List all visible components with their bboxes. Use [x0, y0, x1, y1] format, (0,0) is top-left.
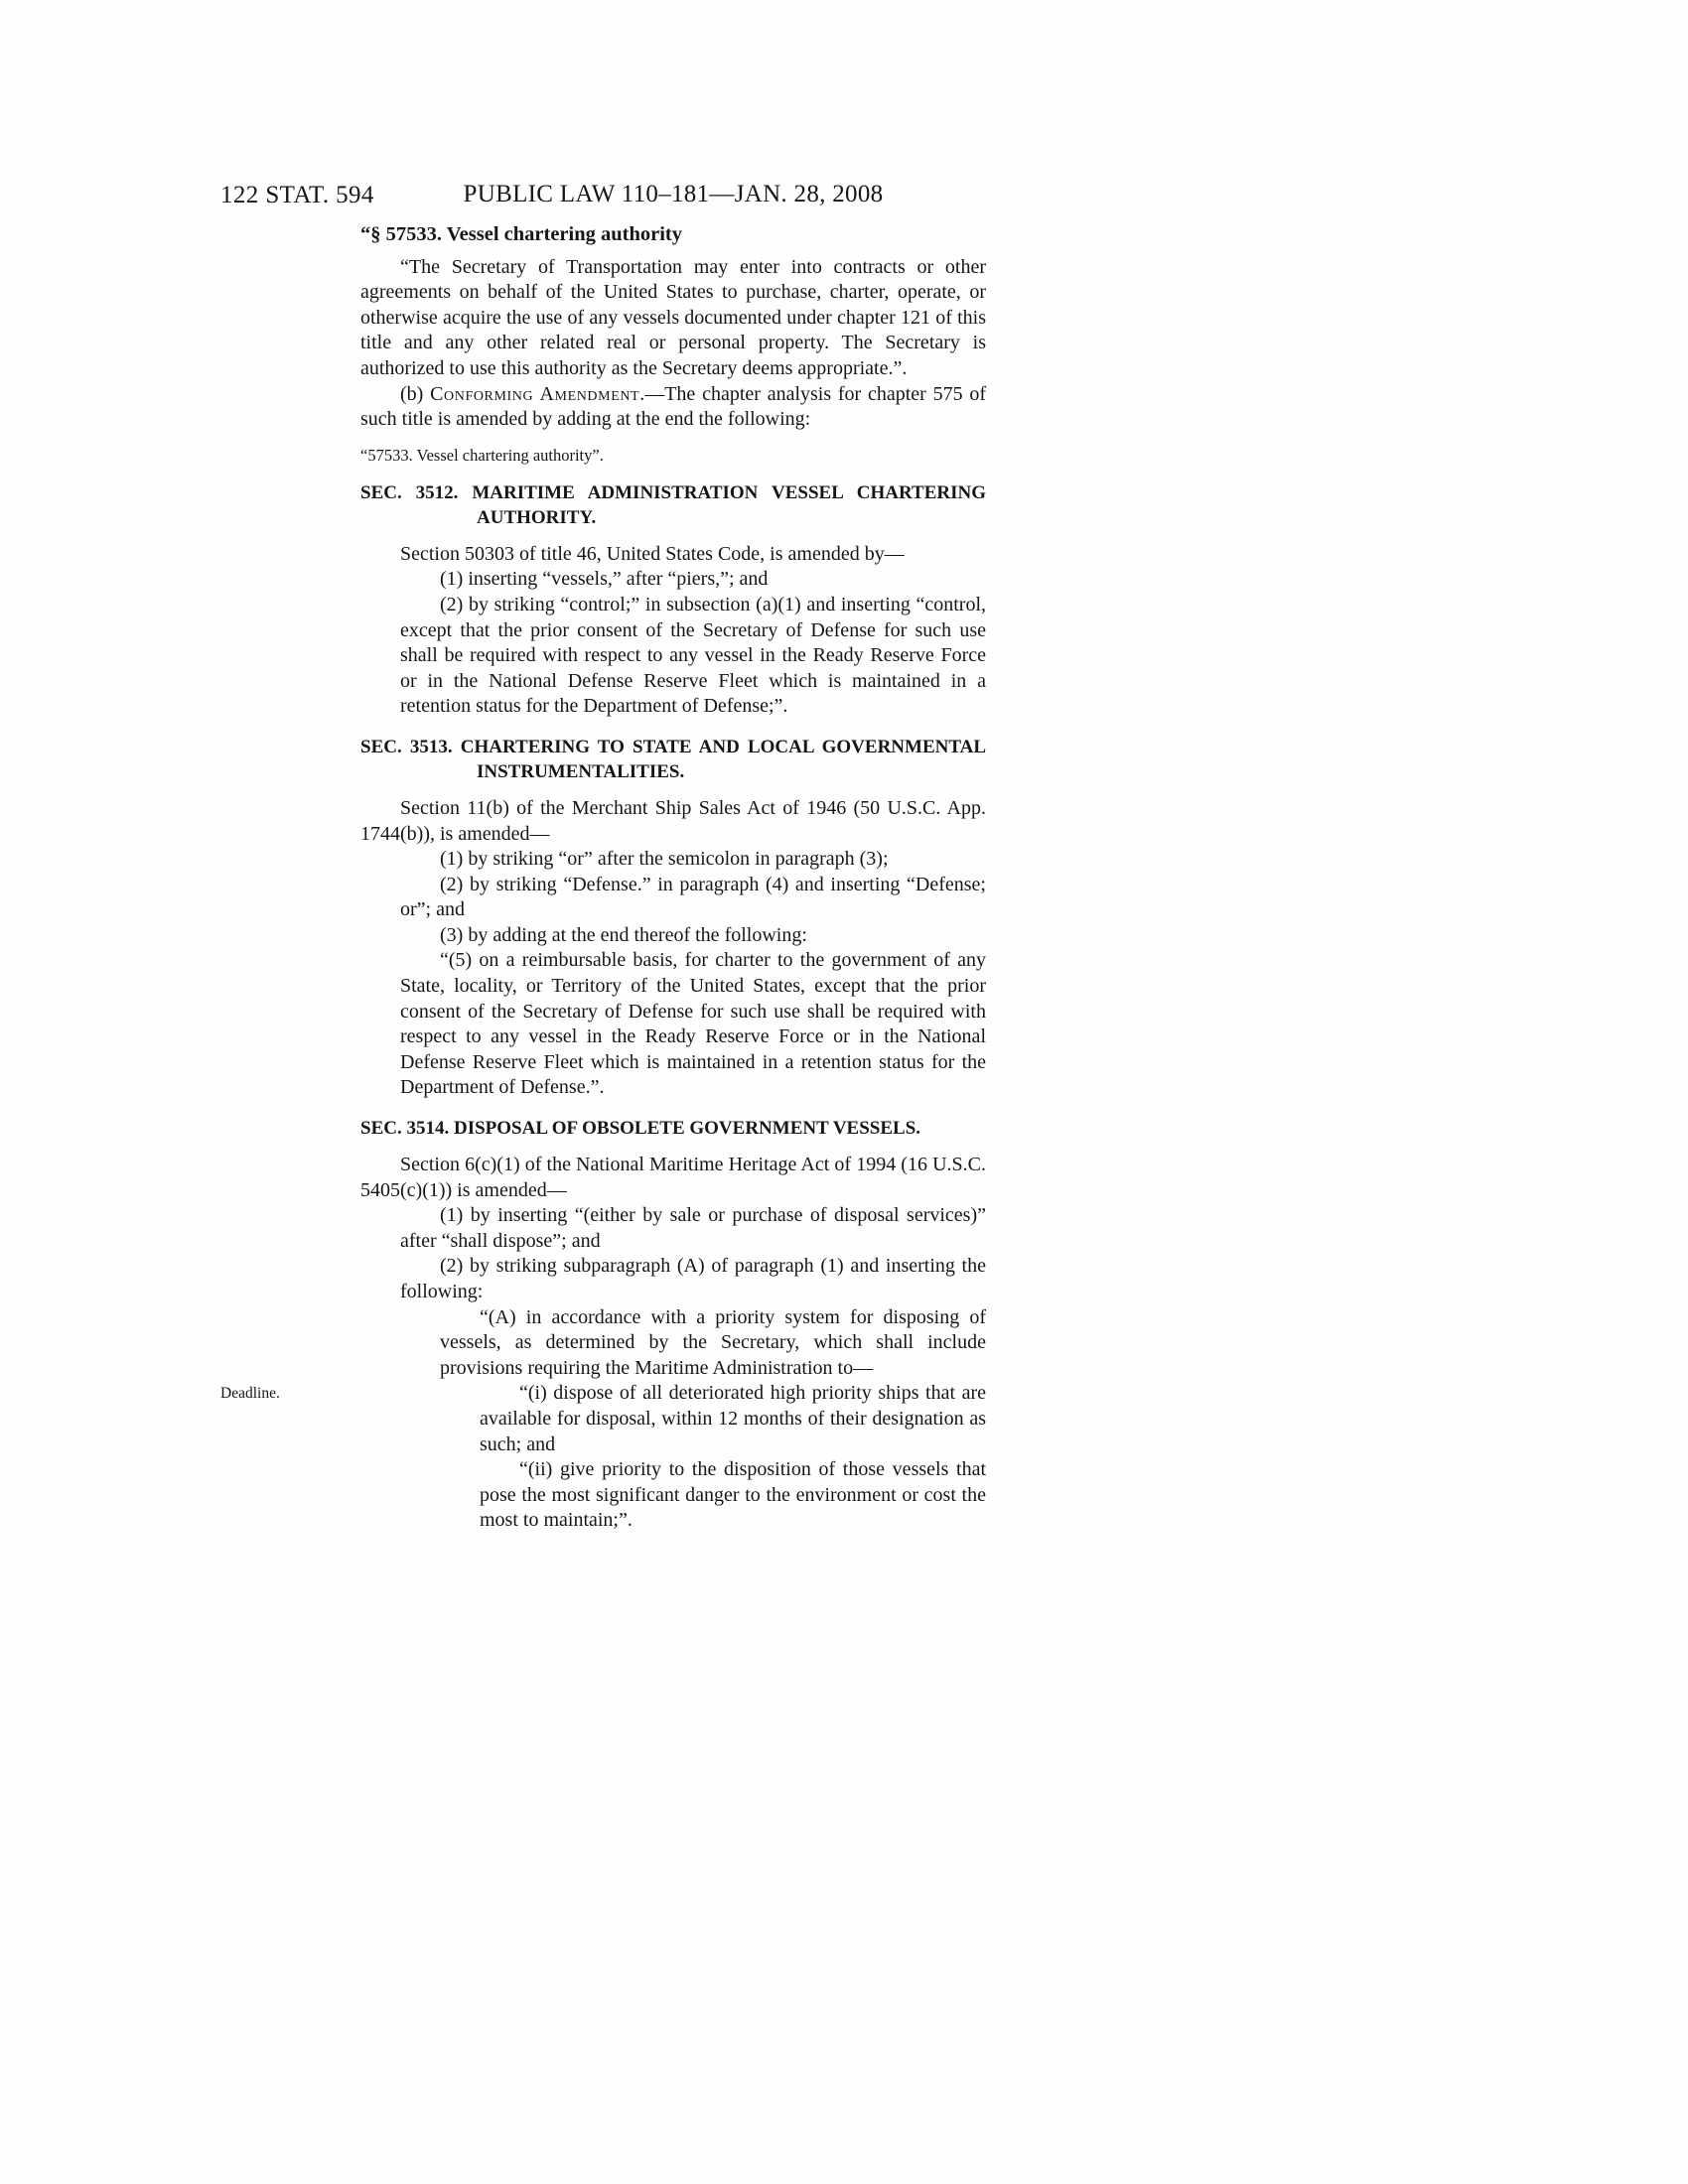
- paragraph-sec3513-intro: Section 11(b) of the Merchant Ship Sales Act of 1946 (50 U.S.C. App. 1744(b)), is amended—: [360, 796, 986, 845]
- section-number: SEC. 3513.: [360, 736, 453, 757]
- running-head-page-number: 122 STAT. 594: [220, 182, 374, 208]
- numbered-clause: (1) by striking “or” after the semicolon in paragraph (3);: [440, 848, 889, 871]
- running-head-law-title: PUBLIC LAW 110–181—JAN. 28, 2008: [463, 181, 884, 207]
- subsection-label: (b): [400, 382, 431, 405]
- section-title: CHARTERING TO STATE AND LOCAL GOVERNMENTAL INSTRUMENTALITIES.: [460, 736, 987, 782]
- paragraph-sec3512-intro: Section 50303 of title 46, United States Code, is amended by—: [400, 542, 905, 565]
- paragraph-subsection-b: [360, 382, 986, 433]
- subsection-b-text: .—The chapter analysis for chapter 575 of such title is amended by adding at the end the following:: [360, 382, 987, 431]
- numbered-clause: (1) inserting “vessels,” after “piers,”; and: [440, 568, 769, 591]
- section-heading-3513: [360, 735, 986, 784]
- numbered-clause: (2) by striking subparagraph (A) of paragraph (1) and inserting the following:: [400, 1255, 986, 1302]
- clause-text: “(i) dispose of all deteriorated high priority ships that are available for disposal, within 12 months of their designation as such; and: [480, 1382, 986, 1455]
- margin-note-deadline: Deadline.: [220, 1385, 280, 1403]
- quoted-clause-i: [220, 1381, 986, 1457]
- quoted-paragraph-5: “(5) on a reimbursable basis, for charter to the government of any State, locality, or Territory of the United States, except that the prior consent of the Secretary of Defense for such use shall be required with respect to any vessel in the Ready Reserve Force or in the National Defense Reserve Fleet which is maintained in a retention status for the Department of Defense.”.: [400, 949, 986, 1099]
- paragraph-vessel-chartering: “The Secretary of Transportation may enter into contracts or other agreements on behalf of the United States to purchase, charter, operate, or otherwise acquire the use of any vessels documented under chapter 121 of this title and any other related real or personal property. The Secretary is authorized to use this authority as the Secretary deems appropriate.”.: [360, 255, 986, 379]
- numbered-clause: (2) by striking “Defense.” in paragraph (4) and inserting “Defense; or”; and: [400, 873, 986, 921]
- numbered-clause: (2) by striking “control;” in subsection (a)(1) and inserting “control, except that the prior consent of the Secretary of Defense for such use shall be required with respect to any vessel in the Ready Reserve Force or in the National Defense Reserve Fleet which is maintained in a retention status for the Department of Defense;”.: [400, 593, 986, 718]
- numbered-clause: (1) by inserting “(either by sale or purchase of disposal services)” after “shall dispose”; and: [400, 1204, 986, 1252]
- section-number: SEC. 3514.: [360, 1118, 450, 1140]
- quoted-subparagraph-A: “(A) in accordance with a priority system for disposing of vessels, as determined by the Secretary, which shall include provisions requiring the Maritime Administration to—: [440, 1305, 986, 1379]
- section-title: DISPOSAL OF OBSOLETE GOVERNMENT VESSELS.: [453, 1118, 921, 1140]
- numbered-clause: (3) by adding at the end thereof the following:: [440, 923, 807, 946]
- section-heading-3514: [360, 1116, 986, 1141]
- quoted-clause-ii: “(ii) give priority to the disposition of those vessels that pose the most significant danger to the environment or cost the most to maintain;”.: [480, 1458, 986, 1532]
- chapter-analysis-line: “57533. Vessel chartering authority”.: [360, 445, 604, 465]
- section-number: SEC. 3512.: [360, 481, 459, 503]
- quoted-section-heading: “§ 57533. Vessel chartering authority: [360, 223, 682, 245]
- section-heading-3512: [360, 480, 986, 530]
- statute-text-column: [220, 222, 987, 1534]
- smallcaps-phrase: Conforming Amendment: [430, 382, 640, 405]
- paragraph-sec3514-intro: Section 6(c)(1) of the National Maritime Heritage Act of 1994 (16 U.S.C. 5405(c)(1)) is amended—: [360, 1154, 986, 1201]
- section-title: MARITIME ADMINISTRATION VESSEL CHARTERING AUTHORITY.: [472, 481, 986, 528]
